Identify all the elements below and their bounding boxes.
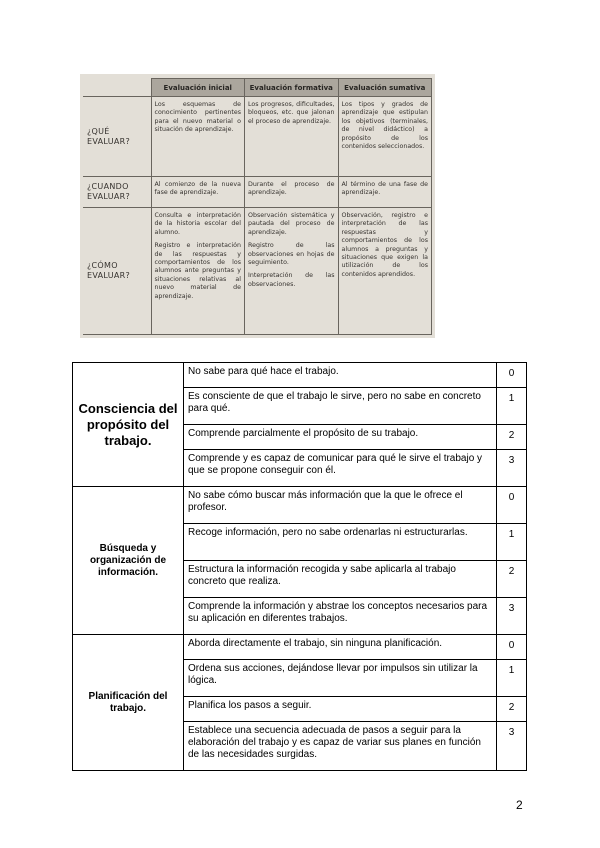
rubric-category: Consciencia del propósito del trabajo. <box>73 363 184 487</box>
evaluation-cell-paragraph: Interpretación de las observaciones. <box>248 272 335 288</box>
evaluation-cell <box>151 208 245 335</box>
rubric-description: Comprende parcialmente el propósito de su trabajo. <box>184 425 497 450</box>
rubric-score: 0 <box>497 635 527 660</box>
evaluation-cell-paragraph: Registro e interpretación de las respuestas y comportamientos de los alumnos ante preguntas y situaciones relativas al nuevo material de aprendizaje. <box>154 242 241 300</box>
evaluation-header-initial: Evaluación inicial <box>151 79 245 97</box>
rubric-description: Estructura la información recogida y sabe aplicarla al trabajo concreto que realiza. <box>184 561 497 598</box>
evaluation-cell <box>245 208 339 335</box>
rubric-description: Comprende y es capaz de comunicar para qué le sirve el trabajo y que se propone conseguir con él. <box>184 450 497 487</box>
rubric-score: 1 <box>497 660 527 697</box>
evaluation-row-label: ¿QUÉ EVALUAR? <box>83 97 151 177</box>
rubric-description: Establece una secuencia adecuada de pasos a seguir para la elaboración del trabajo y es capaz de variar sus planes en función de las necesidades surgidas. <box>184 722 497 771</box>
rubric-category: Planificación del trabajo. <box>73 635 184 771</box>
evaluation-cell: Durante el proceso de aprendizaje. <box>245 177 339 208</box>
rubric-score: 3 <box>497 722 527 771</box>
rubric-description: Aborda directamente el trabajo, sin ninguna planificación. <box>184 635 497 660</box>
evaluation-row-what <box>83 97 432 177</box>
rubric-score: 1 <box>497 524 527 561</box>
rubric-description: Planifica los pasos a seguir. <box>184 697 497 722</box>
rubric-score: 0 <box>497 363 527 388</box>
evaluation-table <box>83 78 432 335</box>
scanned-evaluation-table <box>80 74 435 338</box>
rubric-description: No sabe cómo buscar más información que la que le ofrece el profesor. <box>184 487 497 524</box>
page-number: 2 <box>516 798 523 812</box>
rubric-description: Comprende la información y abstrae los conceptos necesarios para su aplicación en diferentes trabajos. <box>184 598 497 635</box>
rubric-row <box>73 487 527 524</box>
evaluation-cell-paragraph: Registro de las observaciones en hojas de seguimiento. <box>248 242 335 267</box>
evaluation-cell: Los tipos y grados de aprendizaje que estipulan los objetivos (terminales, de nivel didáctico) a propósito de los contenidos seleccionados. <box>338 97 432 177</box>
evaluation-cell: Al término de una fase de aprendizaje. <box>338 177 432 208</box>
rubric-category: Búsqueda y organización de información. <box>73 487 184 635</box>
evaluation-row-label: ¿CUANDO EVALUAR? <box>83 177 151 208</box>
evaluation-header-blank <box>83 79 151 97</box>
evaluation-cell: Los esquemas de conocimiento pertinentes para el nuevo material o situación de aprendizaje. <box>151 97 245 177</box>
evaluation-cell-paragraph: Observación sistemática y pautada del proceso de aprendizaje. <box>248 212 335 236</box>
evaluation-header-formative: Evaluación formativa <box>245 79 339 97</box>
evaluation-cell: Al comienzo de la nueva fase de aprendizaje. <box>151 177 245 208</box>
rubric-score: 1 <box>497 388 527 425</box>
rubric-description: No sabe para qué hace el trabajo. <box>184 363 497 388</box>
evaluation-header-row <box>83 79 432 97</box>
evaluation-cell: Los progresos, dificultades, bloqueos, etc. que jalonan el proceso de aprendizaje. <box>245 97 339 177</box>
rubric-description: Es consciente de que el trabajo le sirve, pero no sabe en concreto para qué. <box>184 388 497 425</box>
evaluation-cell-paragraph: Consulta e interpretación de la historia escolar del alumno. <box>154 212 241 236</box>
rubric-score: 3 <box>497 450 527 487</box>
rubric-table <box>72 362 527 771</box>
rubric-row <box>73 363 527 388</box>
rubric-score: 0 <box>497 487 527 524</box>
evaluation-row-when <box>83 177 432 208</box>
rubric-score: 2 <box>497 561 527 598</box>
rubric-score: 3 <box>497 598 527 635</box>
rubric-row <box>73 635 527 660</box>
rubric-score: 2 <box>497 425 527 450</box>
evaluation-header-summative: Evaluación sumativa <box>338 79 432 97</box>
evaluation-row-label: ¿CÓMO EVALUAR? <box>83 208 151 335</box>
evaluation-cell: Observación, registro e interpretación de las respuestas y comportamientos de los alumnos a preguntas y situaciones que exigen la utilización de los contenidos aprendidos. <box>338 208 432 335</box>
rubric-description: Recoge información, pero no sabe ordenarlas ni estructurarlas. <box>184 524 497 561</box>
rubric-description: Ordena sus acciones, dejándose llevar por impulsos sin utilizar la lógica. <box>184 660 497 697</box>
evaluation-row-how <box>83 208 432 335</box>
rubric-score: 2 <box>497 697 527 722</box>
